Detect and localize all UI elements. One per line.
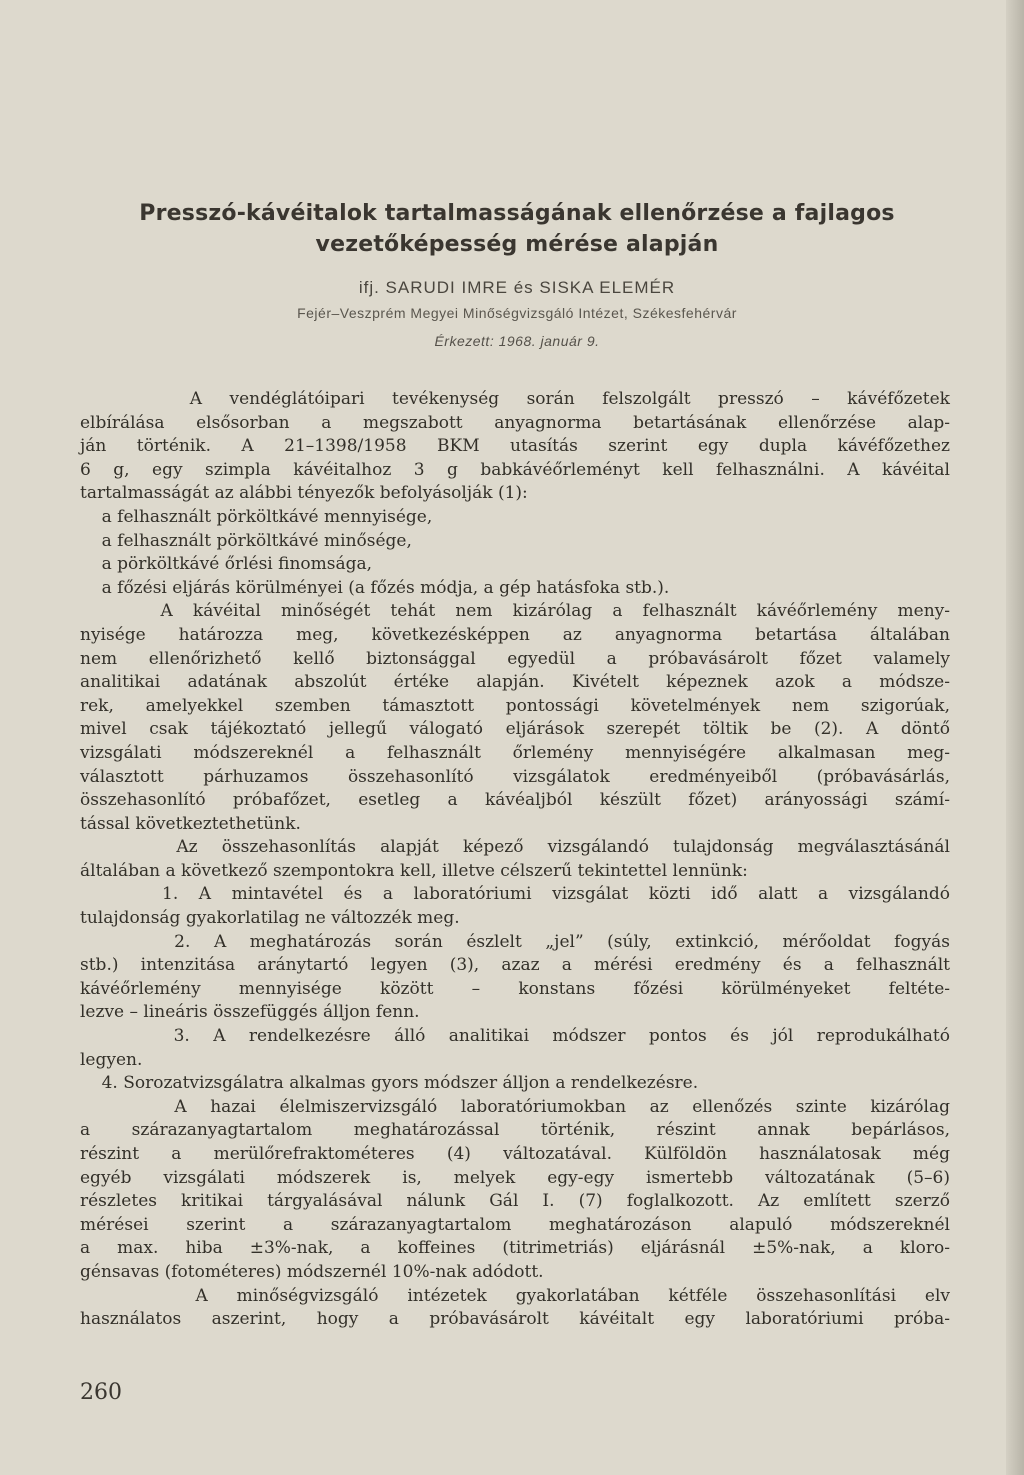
body-line: analitikai adatának abszolút értéke alapján. Kivételt képeznek azok a módsze- (80, 672, 950, 693)
body-line: ján történik. A 21–1398/1958 BKM utasítás szerint egy dupla kávéfőzethez (80, 436, 950, 457)
body-line: a pörköltkávé őrlési finomsága, (80, 554, 373, 575)
body-line: kávéőrlemény mennyisége között – konstans főzési körülményeket feltéte- (80, 978, 950, 999)
body-line: összehasonlító próbafőzet, esetleg a kávéaljból készült főzet) arányossági számí- (80, 790, 950, 811)
body-line: A hazai élelmiszervizsgáló laboratóriumokban az ellenőzés szinte kizárólag (80, 1096, 950, 1117)
body-line: a felhasznált pörköltkávé mennyisége, (80, 506, 433, 527)
body-line: vizsgálati módszereknél a felhasznált őrlemény mennyiségére alkalmasan meg- (80, 742, 950, 763)
body-line: génsavas (fotométeres) módszernél 10%-nak adódott. (80, 1261, 544, 1282)
article-received-date: Érkezett: 1968. január 9. (434, 333, 600, 349)
body-line: nem ellenőrizhető kellő biztonsággal egyedül a próbavásárolt főzet valamely (80, 648, 950, 669)
body-line: választott párhuzamos összehasonlító vizsgálatok eredményeiből (próbavásárlás, (80, 766, 950, 787)
body-line: a főzési eljárás körülményei (a főzés módja, a gép hatásfoka stb.). (80, 577, 670, 598)
body-line: nyisége határozza meg, következésképpen az anyagnorma betartása általában (80, 624, 950, 645)
body-line: Az összehasonlítás alapját képező vizsgálandó tulajdonság megválasztásánál (80, 837, 950, 858)
page-edge-shadow (1006, 0, 1024, 1475)
body-line: részletes kritikai tárgyalásával nálunk Gál I. (7) foglalkozott. Az említett szerző (80, 1191, 950, 1212)
body-line: 3. A rendelkezésre álló analitikai módszer pontos és jól reprodukálható (80, 1026, 950, 1047)
body-line: tulajdonság gyakorlatilag ne változzék meg. (80, 908, 460, 929)
body-line: A minőségvizsgáló intézetek gyakorlatában kétféle összehasonlítási elv (80, 1285, 950, 1306)
body-line: A kávéital minőségét tehát nem kizárólag a felhasznált kávéőrlemény meny- (80, 601, 950, 622)
body-line: tással következtethetünk. (80, 813, 301, 834)
body-line: elbírálása elsősorban a megszabott anyagnorma betartásának ellenőrzése alap- (80, 412, 950, 433)
body-line: 2. A meghatározás során észlelt „jel” (súly, extinkció, mérőoldat fogyás (80, 931, 950, 952)
body-line: mérései szerint a szárazanyagtartalom meghatározáson alapuló módszereknél (80, 1214, 950, 1235)
body-line: legyen. (80, 1049, 143, 1070)
body-line: egyéb vizsgálati módszerek is, melyek egy-egy ismertebb változatának (5–6) (80, 1167, 950, 1188)
article-title-line-1: Presszó-kávéitalok tartalmasságának ellenőrzése a fajlagos (139, 201, 895, 226)
body-line: tartalmasságát az alábbi tényezők befolyásolják (1): (80, 483, 528, 504)
body-line: lezve – lineáris összefüggés álljon fenn. (80, 1002, 420, 1023)
article-title (100, 198, 934, 260)
body-line: használatos aszerint, hogy a próbavásárolt kávéitalt egy laboratóriumi próba- (80, 1309, 950, 1330)
body-line: mivel csak tájékoztató jellegű válogató eljárások szerepét töltik be (2). A döntő (80, 719, 950, 740)
article-authors: ifj. SARUDI IMRE és SISKA ELEMÉR (358, 278, 676, 297)
body-line: 1. A mintavétel és a laboratóriumi vizsgálat közti idő alatt a vizsgálandó (80, 884, 950, 905)
article-body (80, 388, 950, 1332)
body-line: a szárazanyagtartalom meghatározással történik, részint annak bepárlásos, (80, 1120, 950, 1141)
body-line: a felhasznált pörköltkávé minősége, (80, 530, 412, 551)
page-number: 260 (80, 1380, 122, 1405)
body-line: rek, amelyekkel szemben támasztott pontossági követelmények nem szigorúak, (80, 695, 950, 716)
article-affiliation: Fejér–Veszprém Megyei Minőségvizsgáló Intézet, Székesfehérvár (297, 305, 737, 321)
body-line: stb.) intenzitása aránytartó legyen (3), azaz a mérési eredmény és a felhasznált (80, 955, 950, 976)
body-line: általában a következő szempontokra kell, illetve célszerű tekintettel lennünk: (80, 860, 748, 881)
body-line: A vendéglátóipari tevékenység során felszolgált presszó – kávéfőzetek (80, 389, 950, 409)
body-line: 4. Sorozatvizsgálatra alkalmas gyors módszer álljon a rendelkezésre. (80, 1073, 699, 1094)
body-line: 6 g, egy szimpla kávéitalhoz 3 g babkávéőrleményt kell felhasználni. A kávéital (80, 459, 950, 480)
article-title-line-2: vezetőképesség mérése alapján (315, 232, 719, 257)
body-line: a max. hiba ±3%-nak, a koffeines (titrimetriás) eljárásnál ±5%-nak, a kloro- (80, 1238, 950, 1259)
body-line: részint a merülőrefraktométeres (4) változatával. Külföldön használatosak még (80, 1144, 950, 1164)
